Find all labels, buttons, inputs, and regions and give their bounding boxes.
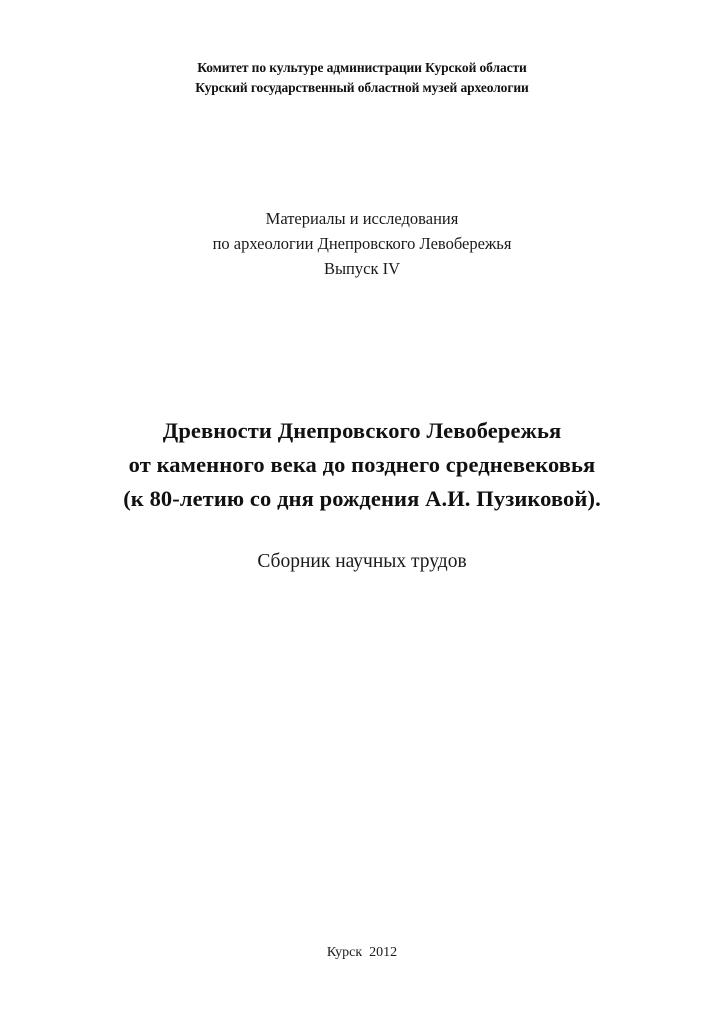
book-title-line-2: от каменного века до позднего средневековья xyxy=(128,452,596,477)
book-subtitle: Сборник научных трудов xyxy=(257,551,467,572)
imprint-place-year xyxy=(0,943,724,963)
publisher-line-museum: Курский государственный областной музей археологии xyxy=(195,80,529,95)
book-title-line-3: (к 80-летию со дня рождения А.И. Пузиковой). xyxy=(123,486,601,511)
series-line-2: по археологии Днепровского Левобережья xyxy=(212,234,512,253)
publisher-line-committee: Комитет по культуре администрации Курской области xyxy=(197,60,527,75)
book-title-line-1: Древности Днепровского Левобережья xyxy=(162,418,562,443)
book-title xyxy=(0,414,724,516)
series-issue: Выпуск IV xyxy=(323,259,401,278)
series-block xyxy=(0,206,724,281)
series-line-1: Материалы и исследования xyxy=(265,209,459,228)
publisher-block xyxy=(0,58,724,98)
imprint-text: Курск 2012 xyxy=(326,945,398,960)
